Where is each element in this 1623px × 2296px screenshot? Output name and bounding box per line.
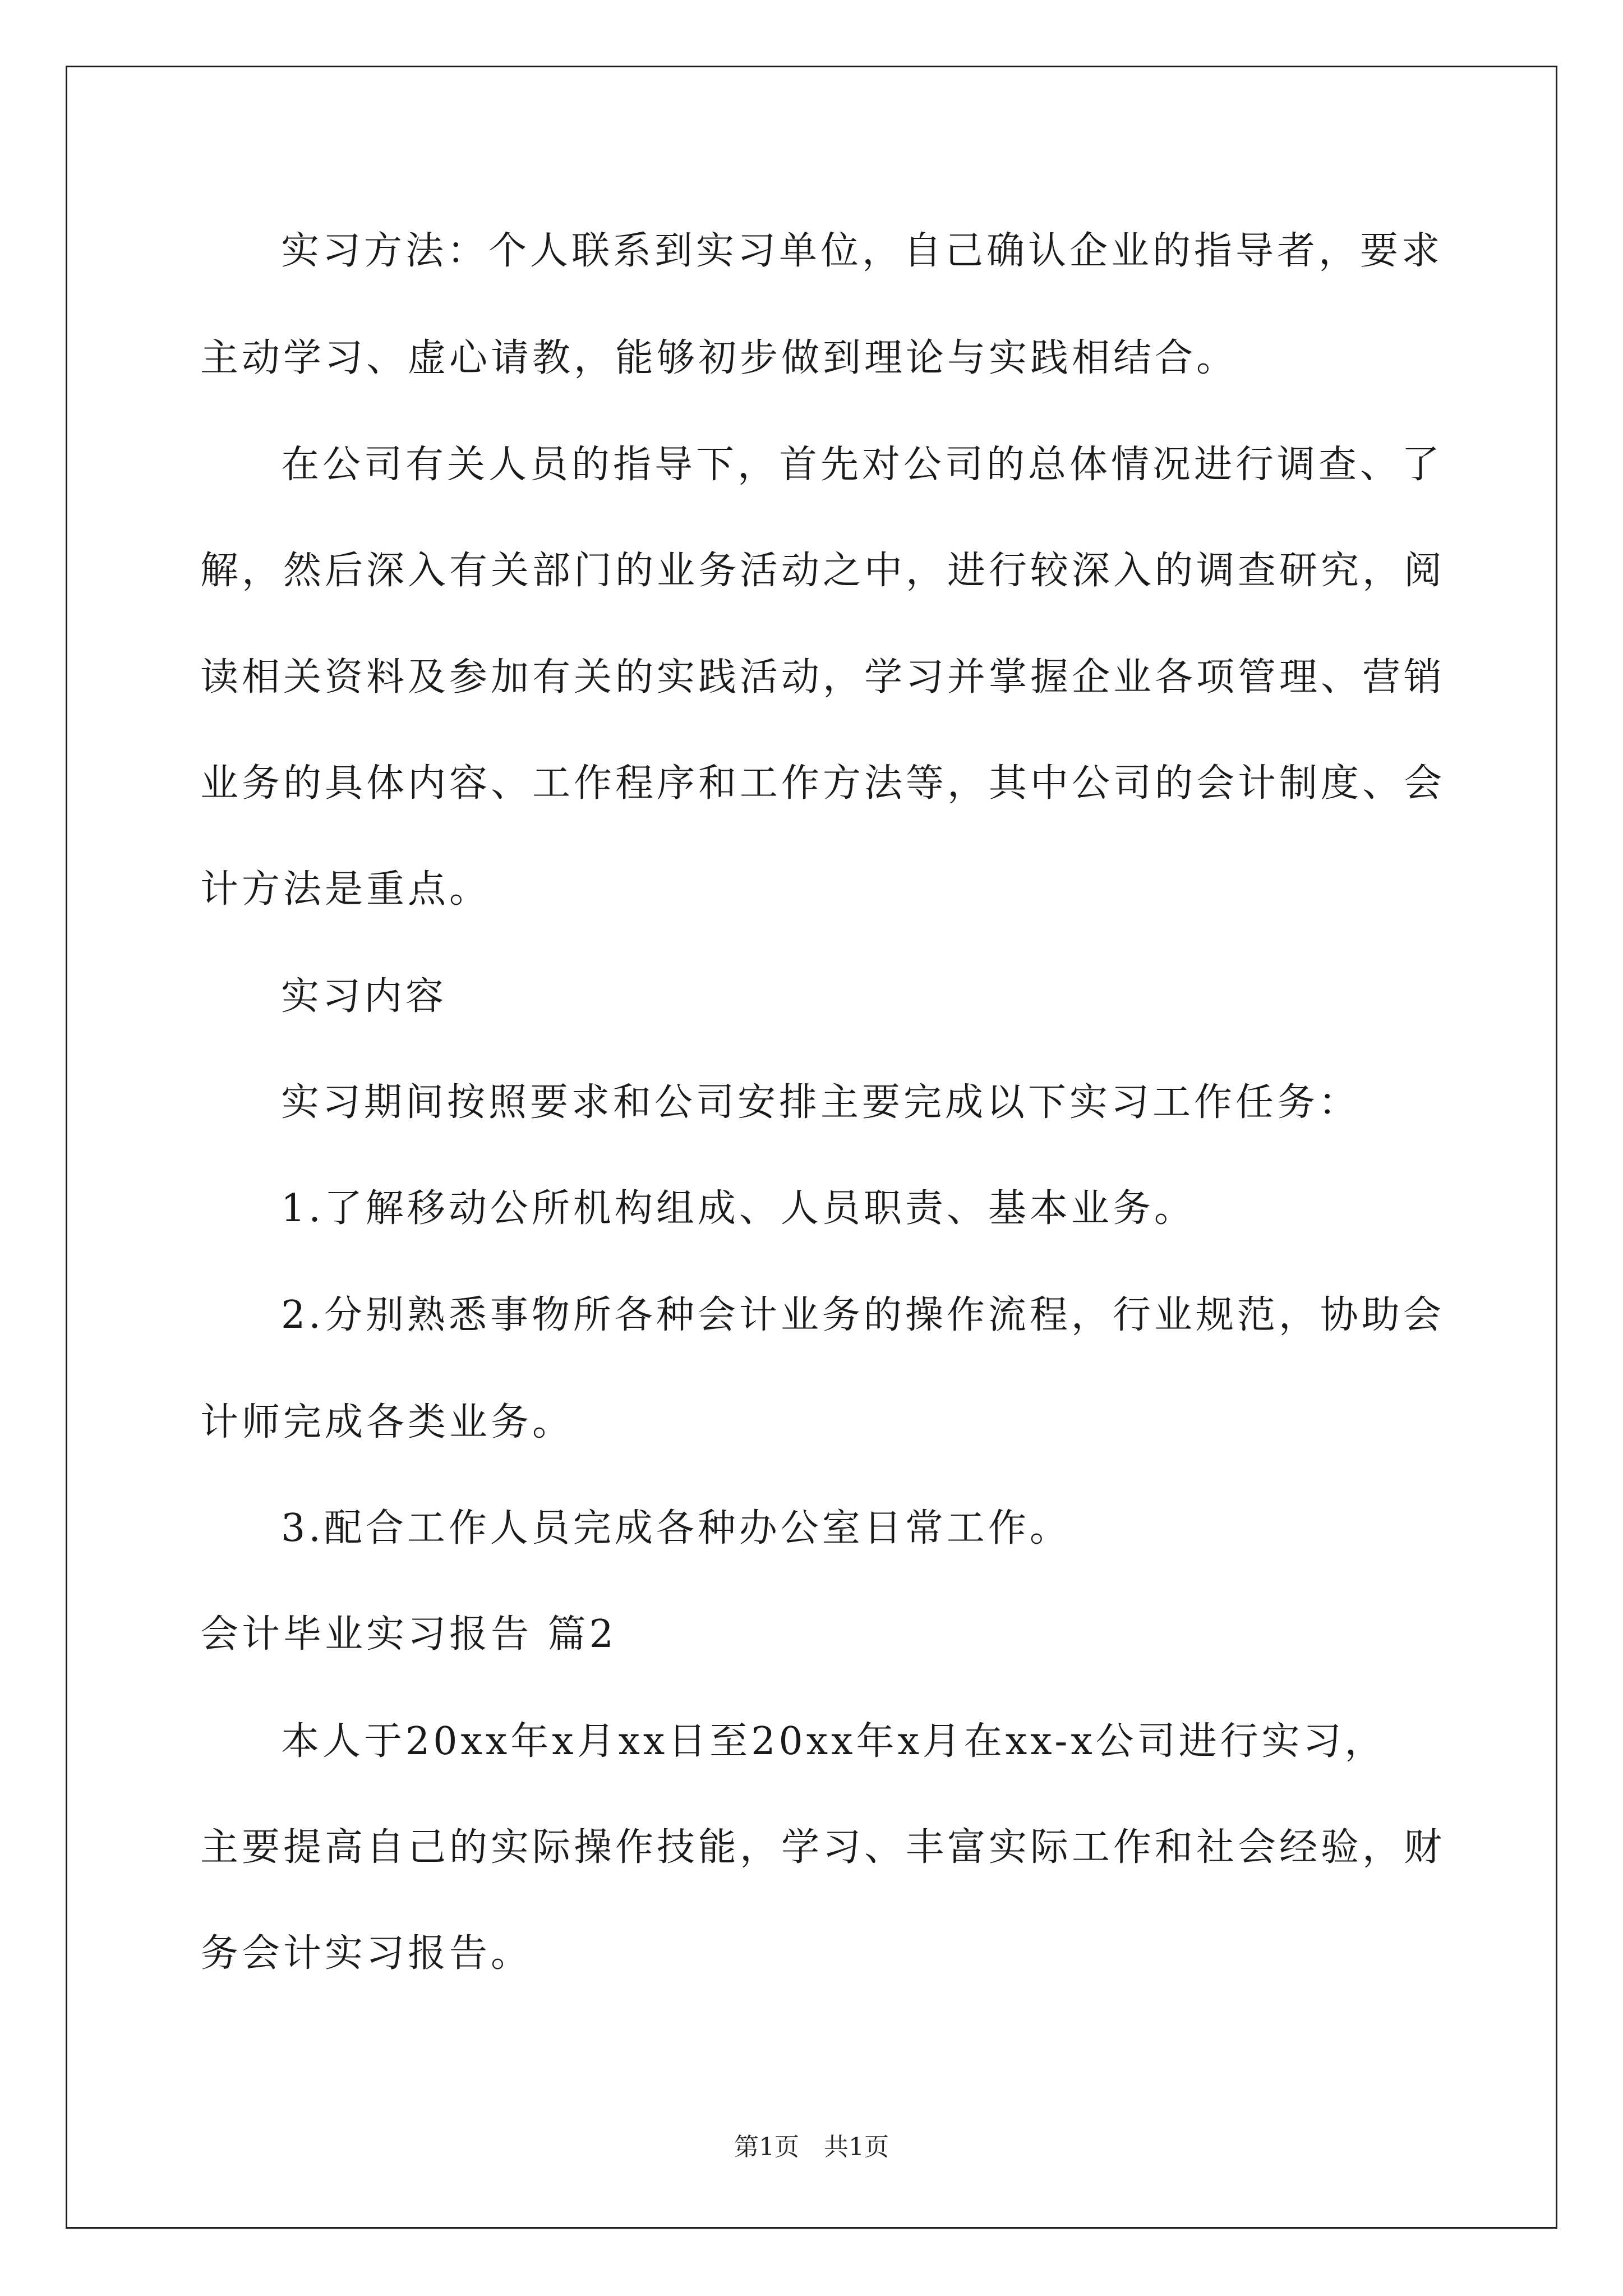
paragraph-line: 主动学习、虚心请教，能够初步做到理论与实践相结合。 [200,336,1238,380]
paragraph-line: 在公司有关人员的指导下，首先对公司的总体情况进行调查、了 [281,443,1444,487]
page-number: 第1页 [734,2133,799,2161]
section-heading: 实习内容 [281,974,448,1019]
list-item: 3.配合工作人员完成各种办公室日常工作。 [281,1506,1071,1550]
paragraph-line: 实习方法：个人联系到实习单位，自己确认企业的指导者，要求 [281,229,1444,273]
paragraph-line: 本人于20xx年x月xx日至20xx年x月在xx-x公司进行实习， [281,1719,1386,1764]
paragraph-line: 读相关资料及参加有关的实践活动，学习并掌握企业各项管理、营销 [200,655,1446,700]
list-item: 1.了解移动公所机构组成、人员职责、基本业务。 [281,1186,1196,1231]
paragraph-line: 实习期间按照要求和公司安排主要完成以下实习工作任务： [281,1080,1361,1125]
page-footer [0,2135,1623,2160]
section-title: 会计毕业实习报告 篇2 [200,1612,617,1657]
page-border [66,66,1557,2229]
paragraph-line: 解，然后深入有关部门的业务活动之中，进行较深入的调查研究，阅 [200,549,1446,593]
paragraph-line: 计方法是重点。 [200,867,491,912]
paragraph-line: 业务的具体内容、工作程序和工作方法等，其中公司的会计制度、会 [200,761,1446,806]
list-item: 2.分别熟悉事物所各种会计业务的操作流程，行业规范，协助会 [281,1293,1445,1337]
page-total: 共1页 [824,2133,889,2161]
list-item-continuation: 计师完成各类业务。 [200,1400,574,1444]
paragraph-line: 务会计实习报告。 [200,1931,533,1976]
paragraph-line: 主要提高自己的实际操作技能，学习、丰富实际工作和社会经验，财 [200,1825,1446,1870]
